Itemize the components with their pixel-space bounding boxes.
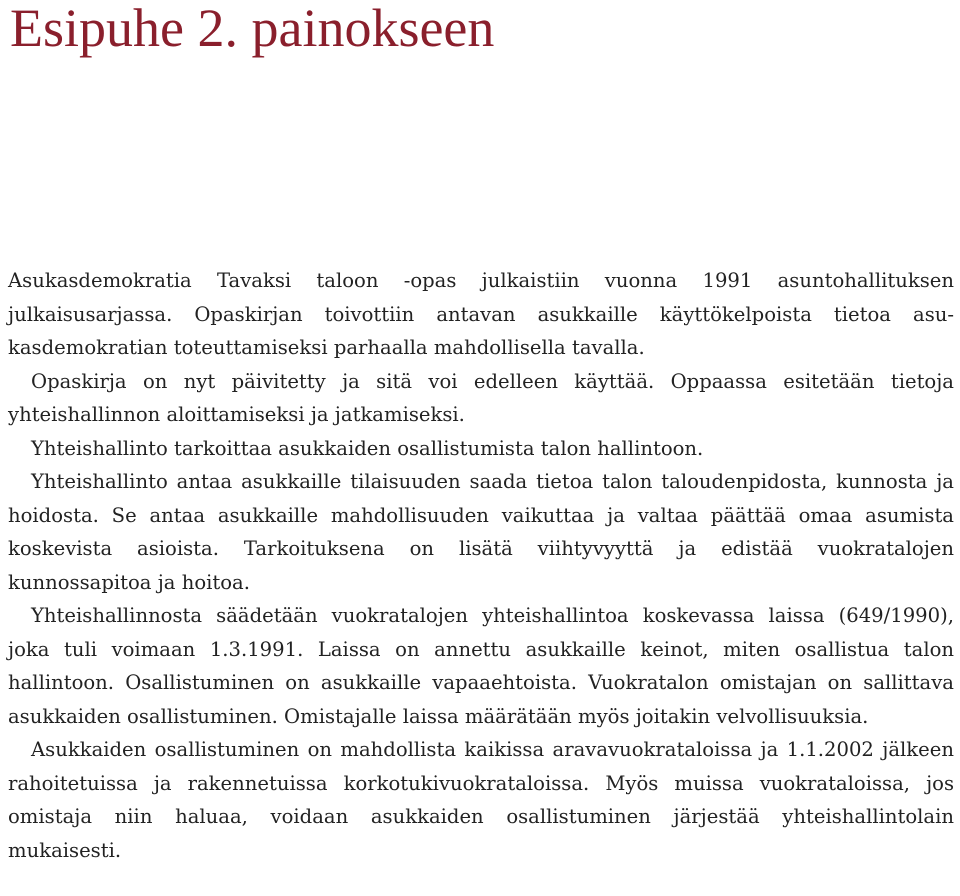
- paragraph-2: Opaskirja on nyt päivitetty ja sitä voi edelleen käyttää. Oppaassa esitetään tietoja yhteishallinnon aloittamiseksi ja jatkamiseksi.: [8, 369, 954, 426]
- document-body: [8, 264, 954, 867]
- paragraph-1: Asukasdemokratia Tavaksi taloon -opas julkaistiin vuonna 1991 asuntohallituksen julkaisusarjassa. Opaskirjan toivottiin antavan asukkaille käyttökelpoista tietoa asukasdemokratian toteuttamiseksi parhaalla mahdollisella tavalla.: [8, 269, 954, 359]
- page-title: Esipuhe 2. painokseen: [10, 0, 495, 58]
- paragraph-6: Asukkaiden osallistuminen on mahdollista kaikissa aravavuokrataloissa ja 1.1.2002 jälkeen rahoitetuissa ja rakennetuissa korkotukivuokrataloissa. Myös muissa vuokrataloissa, jos omistaja niin haluaa, voidaan asukkaiden osallistuminen järjestää yhteishallintolain mukaisesti.: [8, 738, 954, 862]
- paragraph-5: Yhteishallinnosta säädetään vuokratalojen yhteishallintoa koskevassa laissa (649/1990), joka tuli voimaan 1.3.1991. Laissa on annettu asukkaille keinot, miten osallistua talon hallintoon. Osallistuminen on asukkaille vapaaehtoista. Vuokratalon omistajan on sallittava asukkaiden osallistuminen. Omistajalle laissa määrätään myös joitakin velvollisuuksia.: [8, 604, 954, 728]
- paragraph-4: Yhteishallinto antaa asukkaille tilaisuuden saada tietoa talon taloudenpidosta, kunnosta ja hoidosta. Se antaa asukkaille mahdollisuuden vaikuttaa ja valtaa päättää omaa asumista koskevista asioista. Tarkoituksena on lisätä viihtyvyyttä ja edistää vuokratalojen kunnossapitoa ja hoitoa.: [8, 470, 954, 594]
- paragraph-3: Yhteishallinto tarkoittaa asukkaiden osallistumista talon hallintoon.: [31, 436, 704, 460]
